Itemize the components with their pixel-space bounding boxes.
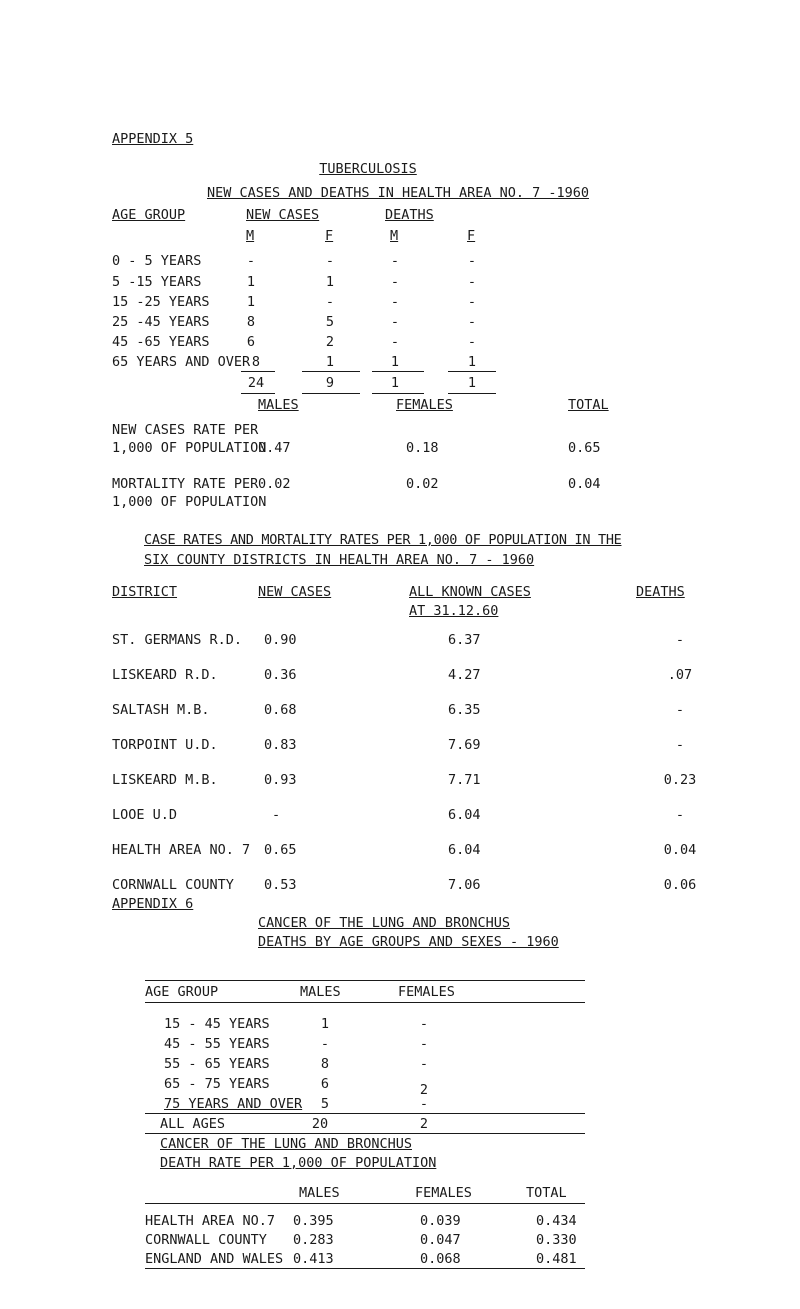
rate-col-males: MALES	[258, 397, 299, 413]
lc-row-age: 65 - 75 YEARS	[164, 1076, 270, 1092]
appendix-6-heading: APPENDIX 6	[112, 896, 194, 912]
col-females-6: FEMALES	[398, 984, 455, 1000]
lc-rate-row-females: 0.047	[420, 1232, 461, 1248]
col-all-known-cases: ALL KNOWN CASES	[409, 584, 531, 600]
lc-row-males: 6	[320, 1076, 330, 1092]
tb-row-deaths-f: -	[467, 334, 477, 350]
lc-row-females: -	[419, 1016, 429, 1032]
header-rule-bottom	[145, 1002, 585, 1003]
total-rule	[372, 371, 424, 372]
district-row-known: 7.71	[448, 772, 481, 788]
district-row-new: 0.83	[264, 737, 297, 753]
district-row-known: 6.35	[448, 702, 481, 718]
total-rule	[302, 371, 360, 372]
tb-row-deaths-m: 1	[390, 354, 400, 370]
district-row-name: CORNWALL COUNTY	[112, 877, 234, 893]
district-row-known: 4.27	[448, 667, 481, 683]
district-row-name: ST. GERMANS R.D.	[112, 632, 243, 648]
lc-total-males: 20	[311, 1116, 329, 1132]
tb-row-new-f: 2	[325, 334, 335, 350]
new-cases-m-header: M	[246, 228, 255, 244]
lc-row-age: 55 - 65 YEARS	[164, 1056, 270, 1072]
new-rate-females: 0.18	[406, 440, 439, 456]
lc-rate-row-females: 0.068	[420, 1251, 461, 1267]
new-rate-label: NEW CASES RATE PER	[112, 422, 259, 438]
district-row-new: 0.93	[264, 772, 297, 788]
tb-row-new-f: -	[325, 253, 335, 269]
lc-rate-row-males: 0.283	[293, 1232, 334, 1248]
col-district: DISTRICT	[112, 584, 178, 600]
district-row-new: 0.36	[264, 667, 297, 683]
tb-row-deaths-f: 1	[467, 354, 477, 370]
district-row-new: 0.65	[264, 842, 297, 858]
rate-col-total: TOTAL	[568, 397, 609, 413]
tb-row-deaths-m: -	[390, 334, 400, 350]
col-males-6: MALES	[300, 984, 341, 1000]
tb-row-deaths-m: -	[390, 314, 400, 330]
districts-title: CASE RATES AND MORTALITY RATES PER 1,000 OF POPULATION IN THE	[144, 532, 622, 548]
lc-rate-row-males: 0.413	[293, 1251, 334, 1267]
district-row-new: 0.90	[264, 632, 297, 648]
appendix-5-heading: APPENDIX 5	[112, 131, 194, 147]
lc-rate-col-males: MALES	[299, 1185, 340, 1201]
total-rule	[448, 371, 496, 372]
district-row-name: TORPOINT U.D.	[112, 737, 218, 753]
rate-col-females: FEMALES	[396, 397, 453, 413]
deaths-f-header: F	[467, 228, 476, 244]
tb-row-deaths-m: -	[390, 253, 400, 269]
tb-subtitle: NEW CASES AND DEATHS IN HEALTH AREA NO. 7 -1960	[206, 185, 590, 201]
tb-row-age: 25 -45 YEARS	[112, 314, 210, 330]
tb-row-deaths-f: -	[467, 314, 477, 330]
tb-total-new-m: 24	[247, 375, 265, 391]
mortality-rate-males: 0.02	[258, 476, 291, 492]
district-row-known: 6.04	[448, 842, 481, 858]
rate-footer-rule	[145, 1268, 585, 1269]
lc-rate-col-total: TOTAL	[526, 1185, 567, 1201]
col-district-new-cases: NEW CASES	[258, 584, 332, 600]
rate-header-rule	[145, 1203, 585, 1204]
tb-row-new-f: -	[325, 294, 335, 310]
district-row-known: 6.37	[448, 632, 481, 648]
lc-total-label: ALL AGES	[160, 1116, 226, 1132]
district-row-name: HEALTH AREA NO. 7	[112, 842, 251, 858]
total-rule	[241, 393, 275, 394]
tb-row-deaths-f: -	[467, 253, 477, 269]
lc-rate-row-females: 0.039	[420, 1213, 461, 1229]
lung-cancer-title: CANCER OF THE LUNG AND BRONCHUS	[258, 915, 510, 931]
lc-row-males: 1	[320, 1016, 330, 1032]
mortality-rate-label: MORTALITY RATE PER	[112, 476, 259, 492]
district-row-deaths: 0.04	[663, 842, 697, 858]
tb-row-deaths-m: -	[390, 274, 400, 290]
district-row-deaths: -	[675, 702, 685, 718]
lc-row-males: 5	[320, 1096, 330, 1112]
lc-row-age: 15 - 45 YEARS	[164, 1016, 270, 1032]
tuberculosis-title: TUBERCULOSIS	[319, 161, 417, 177]
tb-row-deaths-f: -	[467, 274, 477, 290]
mortality-rate-label-2: 1,000 OF POPULATION	[112, 494, 267, 510]
tb-row-deaths-f: -	[467, 294, 477, 310]
tb-row-age: 5 -15 YEARS	[112, 274, 202, 290]
lc-rate-row-males: 0.395	[293, 1213, 334, 1229]
district-row-name: SALTASH M.B.	[112, 702, 210, 718]
tb-total-deaths-f: 1	[467, 375, 477, 391]
tb-row-new-f: 5	[325, 314, 335, 330]
tb-row-new-m: 8	[251, 354, 261, 370]
tb-row-age: 15 -25 YEARS	[112, 294, 210, 310]
district-row-deaths: -	[675, 737, 685, 753]
tb-row-deaths-m: -	[390, 294, 400, 310]
lc-total-females: 2	[419, 1116, 429, 1132]
lc-rate-title: CANCER OF THE LUNG AND BRONCHUS	[160, 1136, 412, 1152]
district-row-deaths: 0.23	[663, 772, 697, 788]
new-rate-males: 0.47	[258, 440, 291, 456]
lc-rate-row-name: CORNWALL COUNTY	[145, 1232, 267, 1248]
lc-row-males: -	[320, 1036, 330, 1052]
tb-row-age: 0 - 5 YEARS	[112, 253, 202, 269]
mortality-rate-total: 0.04	[568, 476, 601, 492]
district-row-deaths: .07	[667, 667, 693, 683]
lc-row-females: -	[419, 1036, 429, 1052]
district-row-new: 0.53	[264, 877, 297, 893]
lc-row-females: -	[419, 1096, 429, 1112]
new-cases-f-header: F	[325, 228, 334, 244]
col-deaths: DEATHS	[385, 207, 434, 223]
lc-rate-row-name: HEALTH AREA NO.7	[145, 1213, 276, 1229]
lc-rate-row-total: 0.481	[536, 1251, 577, 1267]
lc-row-age: 75 YEARS AND OVER	[164, 1096, 303, 1112]
district-row-deaths: 0.06	[663, 877, 697, 893]
col-all-known-date: AT 31.12.60	[409, 603, 499, 619]
total-rule	[302, 393, 360, 394]
tb-row-new-f: 1	[325, 354, 335, 370]
lc-rate-row-name: ENGLAND AND WALES	[145, 1251, 284, 1267]
lc-row-females: -	[419, 1056, 429, 1072]
lc-rate-col-females: FEMALES	[415, 1185, 472, 1201]
lc-rate-row-total: 0.330	[536, 1232, 577, 1248]
col-age-group: AGE GROUP	[112, 207, 186, 223]
district-row-name: LISKEARD R.D.	[112, 667, 218, 683]
districts-title-2: SIX COUNTY DISTRICTS IN HEALTH AREA NO. 7 - 1960	[144, 552, 535, 568]
district-row-new: 0.68	[264, 702, 297, 718]
tb-row-new-m: -	[246, 253, 256, 269]
district-row-new: -	[272, 807, 281, 823]
tb-row-new-m: 1	[246, 294, 256, 310]
district-row-name: LISKEARD M.B.	[112, 772, 218, 788]
district-row-deaths: -	[675, 632, 685, 648]
tb-row-new-m: 6	[246, 334, 256, 350]
deaths-m-header: M	[390, 228, 399, 244]
col-age-group-6: AGE GROUP	[145, 984, 219, 1000]
tb-row-new-m: 1	[246, 274, 256, 290]
tb-row-new-f: 1	[325, 274, 335, 290]
total-rule	[448, 393, 496, 394]
tb-total-new-f: 9	[325, 375, 335, 391]
col-district-deaths: DEATHS	[636, 584, 685, 600]
district-row-name: LOOE U.D	[112, 807, 178, 823]
new-rate-label-2: 1,000 OF POPULATION	[112, 440, 267, 456]
tb-row-new-m: 8	[246, 314, 256, 330]
header-rule-top	[145, 980, 585, 981]
district-row-known: 7.69	[448, 737, 481, 753]
lung-cancer-subtitle: DEATHS BY AGE GROUPS AND SEXES - 1960	[258, 934, 559, 950]
lc-rate-subtitle: DEATH RATE PER 1,000 OF POPULATION	[160, 1155, 437, 1171]
new-rate-total: 0.65	[568, 440, 601, 456]
district-row-known: 6.04	[448, 807, 481, 823]
mortality-rate-females: 0.02	[406, 476, 439, 492]
lc-row-males: 8	[320, 1056, 330, 1072]
total-rule-top	[145, 1113, 585, 1114]
total-rule	[241, 371, 275, 372]
lc-row-females: 2	[419, 1082, 429, 1098]
tb-total-deaths-m: 1	[390, 375, 400, 391]
district-row-known: 7.06	[448, 877, 481, 893]
tb-row-age: 45 -65 YEARS	[112, 334, 210, 350]
lc-rate-row-total: 0.434	[536, 1213, 577, 1229]
district-row-deaths: -	[675, 807, 685, 823]
tb-row-age: 65 YEARS AND OVER	[112, 354, 251, 370]
total-rule-bottom	[145, 1133, 585, 1134]
lc-row-age: 45 - 55 YEARS	[164, 1036, 270, 1052]
col-new-cases: NEW CASES	[246, 207, 320, 223]
total-rule	[372, 393, 424, 394]
